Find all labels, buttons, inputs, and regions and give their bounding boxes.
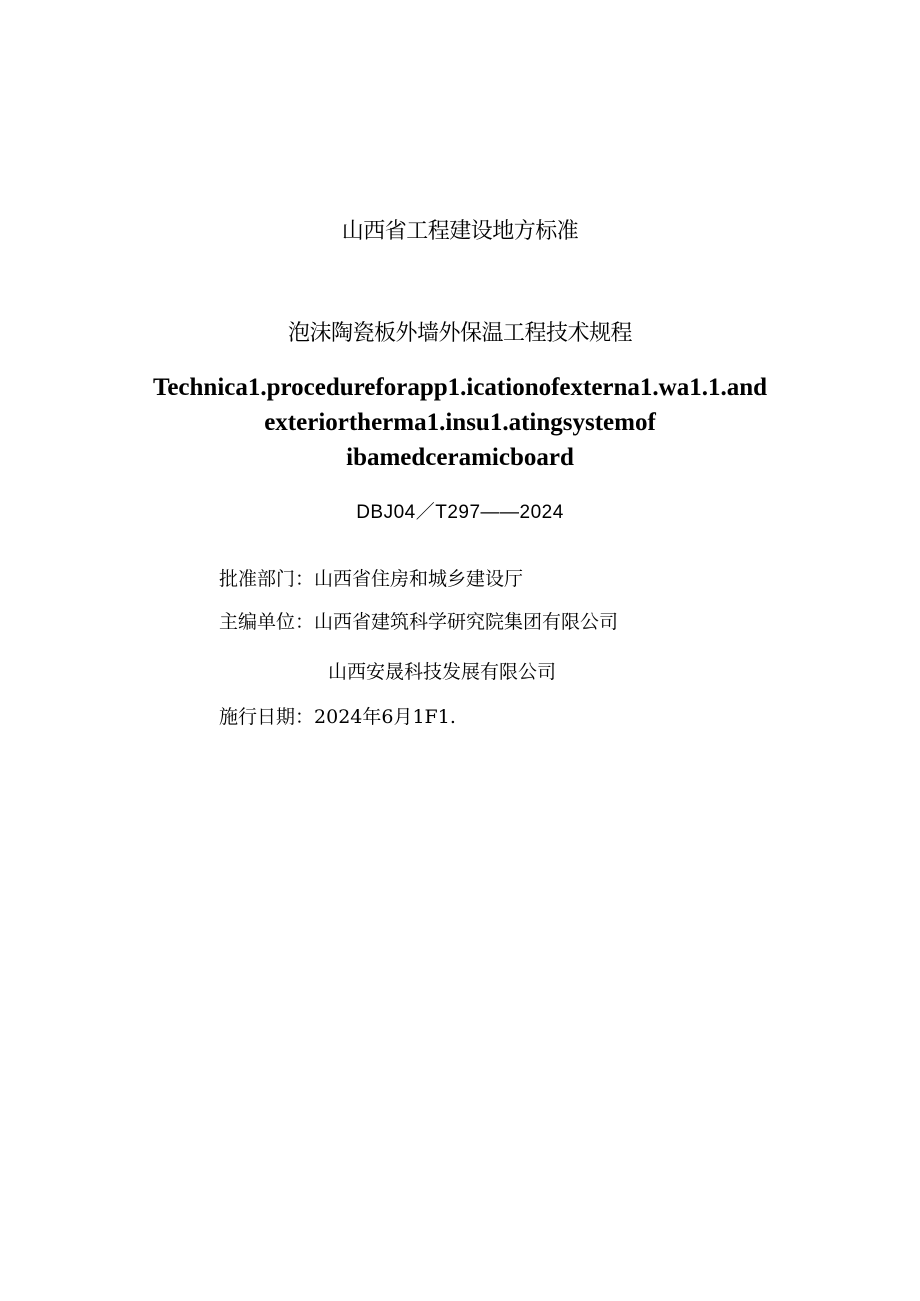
english-title-line-3: ibamedceramicboard: [346, 444, 574, 471]
co-editor-row: [328, 657, 556, 684]
chief-editor-label: 主编单位：: [219, 611, 315, 633]
english-title-line-1: Technica1.procedureforapp1.icationofexterna1.wa1.1.and: [152, 374, 768, 401]
chinese-title: 泡沫陶瓷板外墙外保温工程技术规程: [287, 321, 632, 346]
effective-date-row: [219, 702, 456, 729]
approval-department-row: [219, 564, 523, 591]
effective-date-label: 施行日期：: [219, 706, 315, 728]
chief-editor-value: 山西省建筑科学研究院集团有限公司: [314, 611, 619, 633]
co-editor-value: 山西安晟科技发展有限公司: [328, 661, 557, 683]
approval-department-label: 批准部门：: [219, 568, 315, 590]
effective-date-value: 2024年6月1F1.: [314, 706, 456, 728]
english-title: [0, 370, 920, 475]
approval-department-value: 山西省住房和城乡建设厅: [314, 568, 524, 590]
standard-code: DBJ04／T297——2024: [356, 502, 564, 523]
org-standard-heading: 山西省工程建设地方标准: [341, 219, 579, 244]
english-title-line-2: exteriortherma1.insu1.atingsystemof: [264, 409, 656, 436]
chief-editor-row: [219, 607, 618, 634]
